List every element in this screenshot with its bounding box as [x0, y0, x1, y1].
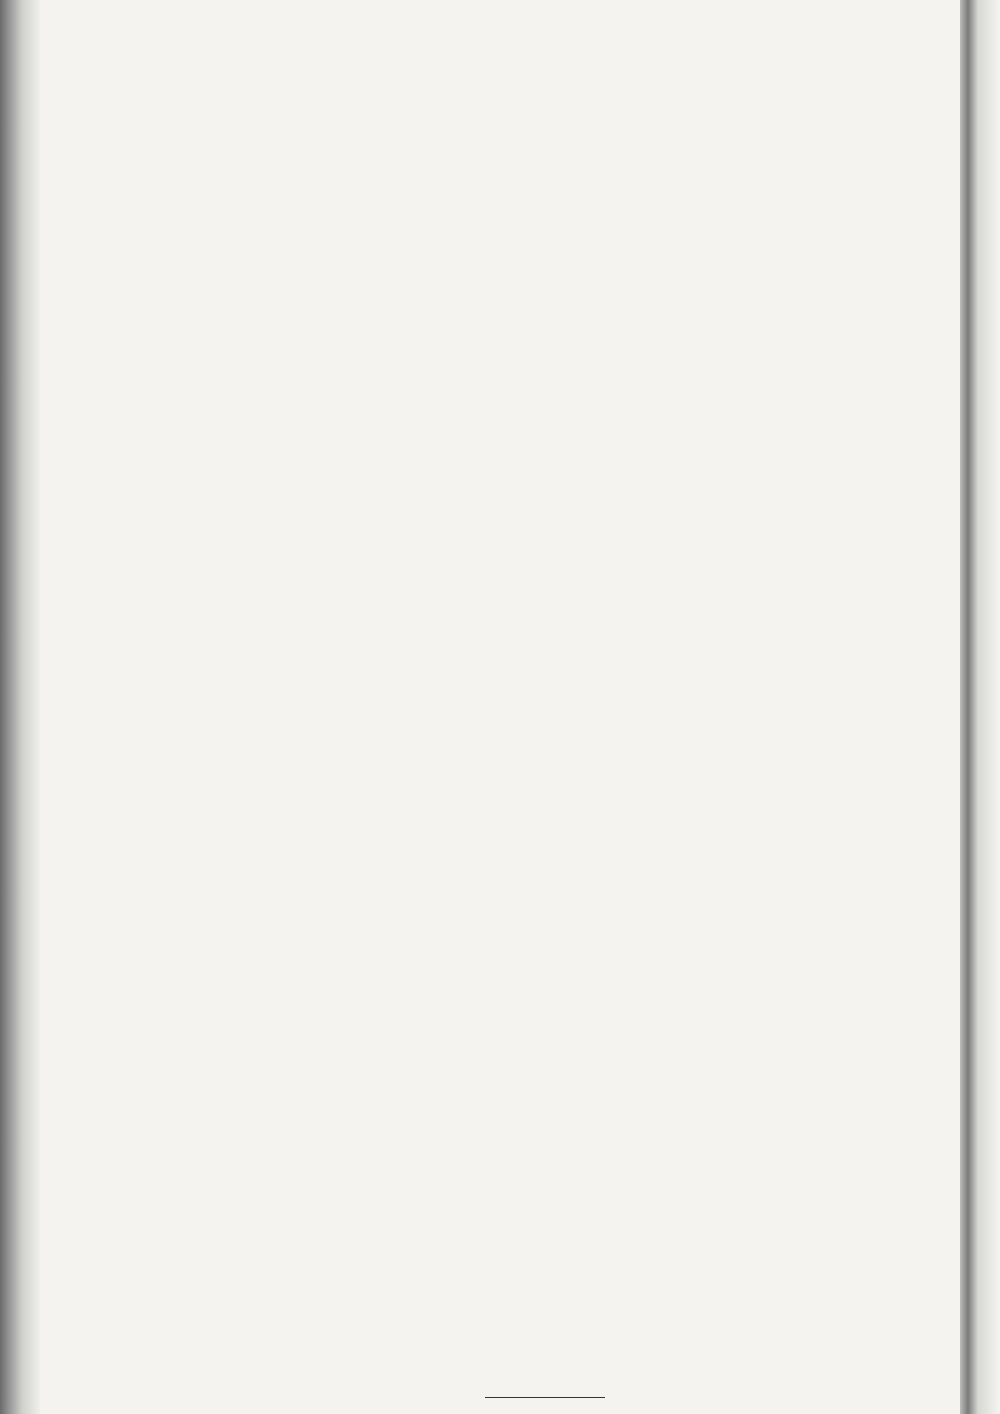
scan-left-edge: [0, 0, 40, 1414]
end-rule: [485, 1397, 605, 1398]
scan-right-edge: [960, 0, 1000, 1414]
page: [140, 0, 950, 1414]
